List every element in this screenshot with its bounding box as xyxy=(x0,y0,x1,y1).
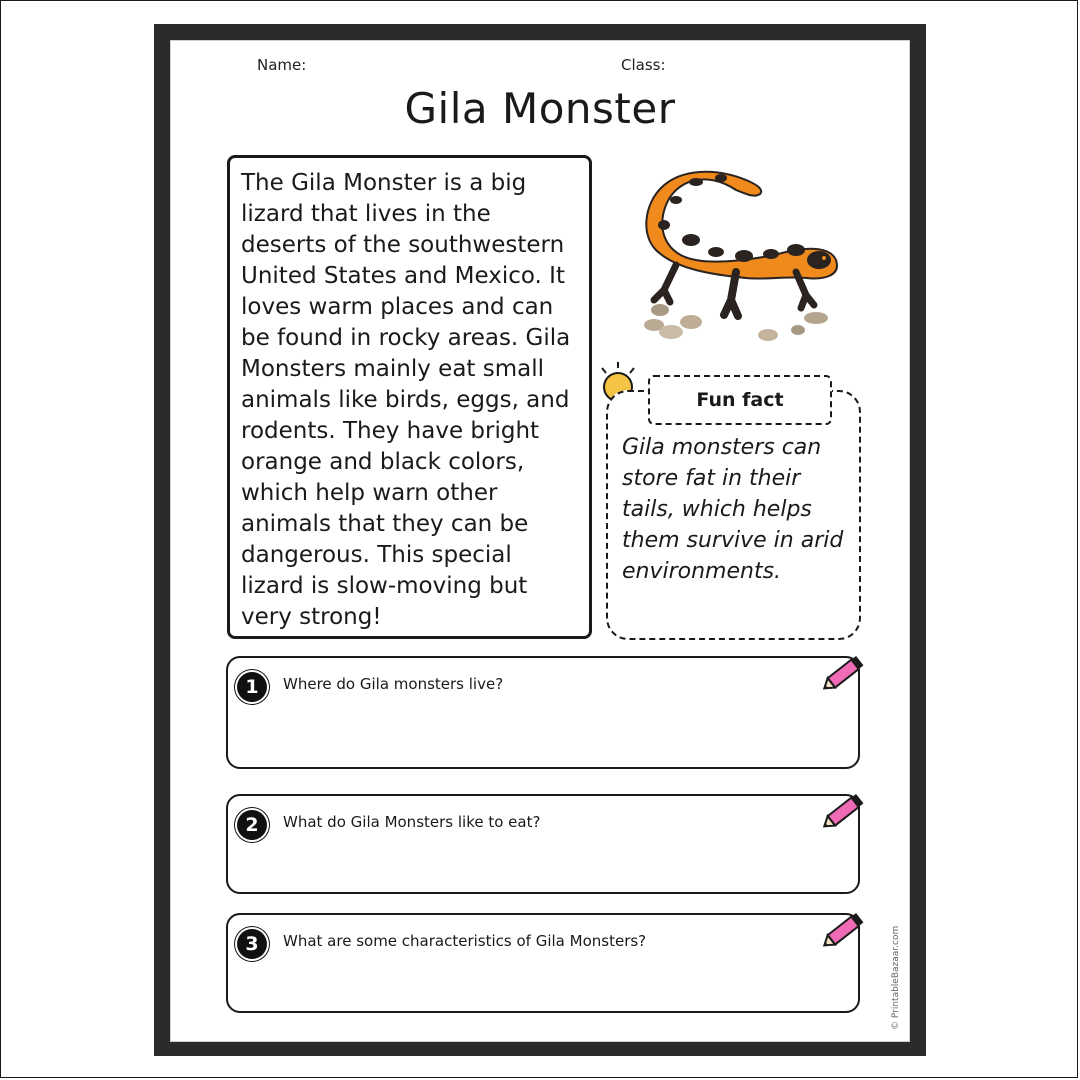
question-answer-box-3[interactable] xyxy=(226,913,860,1013)
question-text: What do Gila Monsters like to eat? xyxy=(283,813,541,831)
reading-passage-text: The Gila Monster is a big lizard that lives in the deserts of the southwestern United States and Mexico. It loves warm places and can be found in rocky areas. Gila Monsters mainly eat small animals like birds, eggs, and rodents. They have bright orange and black colors, which help warn other animals that they can be dangerous. This special lizard is slow-moving but very strong! xyxy=(241,170,571,630)
pencil-icon xyxy=(818,907,870,953)
reading-passage-box xyxy=(227,155,592,639)
question-answer-box-1[interactable] xyxy=(226,656,860,769)
watermark: © PrintableBazaar.com xyxy=(891,925,901,1030)
question-number-badge: 3 xyxy=(237,929,267,959)
question-number-badge: 1 xyxy=(237,672,267,702)
name-label: Name: xyxy=(257,56,307,74)
question-text: What are some characteristics of Gila Monsters? xyxy=(283,932,647,950)
fun-fact-text: Gila monsters can store fat in their tails, which helps them survive in arid environments. xyxy=(622,435,844,584)
question-number-badge: 2 xyxy=(237,810,267,840)
worksheet-title: Gila Monster xyxy=(404,84,676,133)
class-label: Class: xyxy=(621,56,666,74)
gila-monster-illustration xyxy=(636,160,842,348)
question-text: Where do Gila monsters live? xyxy=(283,675,504,693)
pencil-icon xyxy=(818,650,870,696)
pencil-icon xyxy=(818,788,870,834)
fun-fact-label: Fun fact xyxy=(648,375,832,425)
question-answer-box-2[interactable] xyxy=(226,794,860,894)
